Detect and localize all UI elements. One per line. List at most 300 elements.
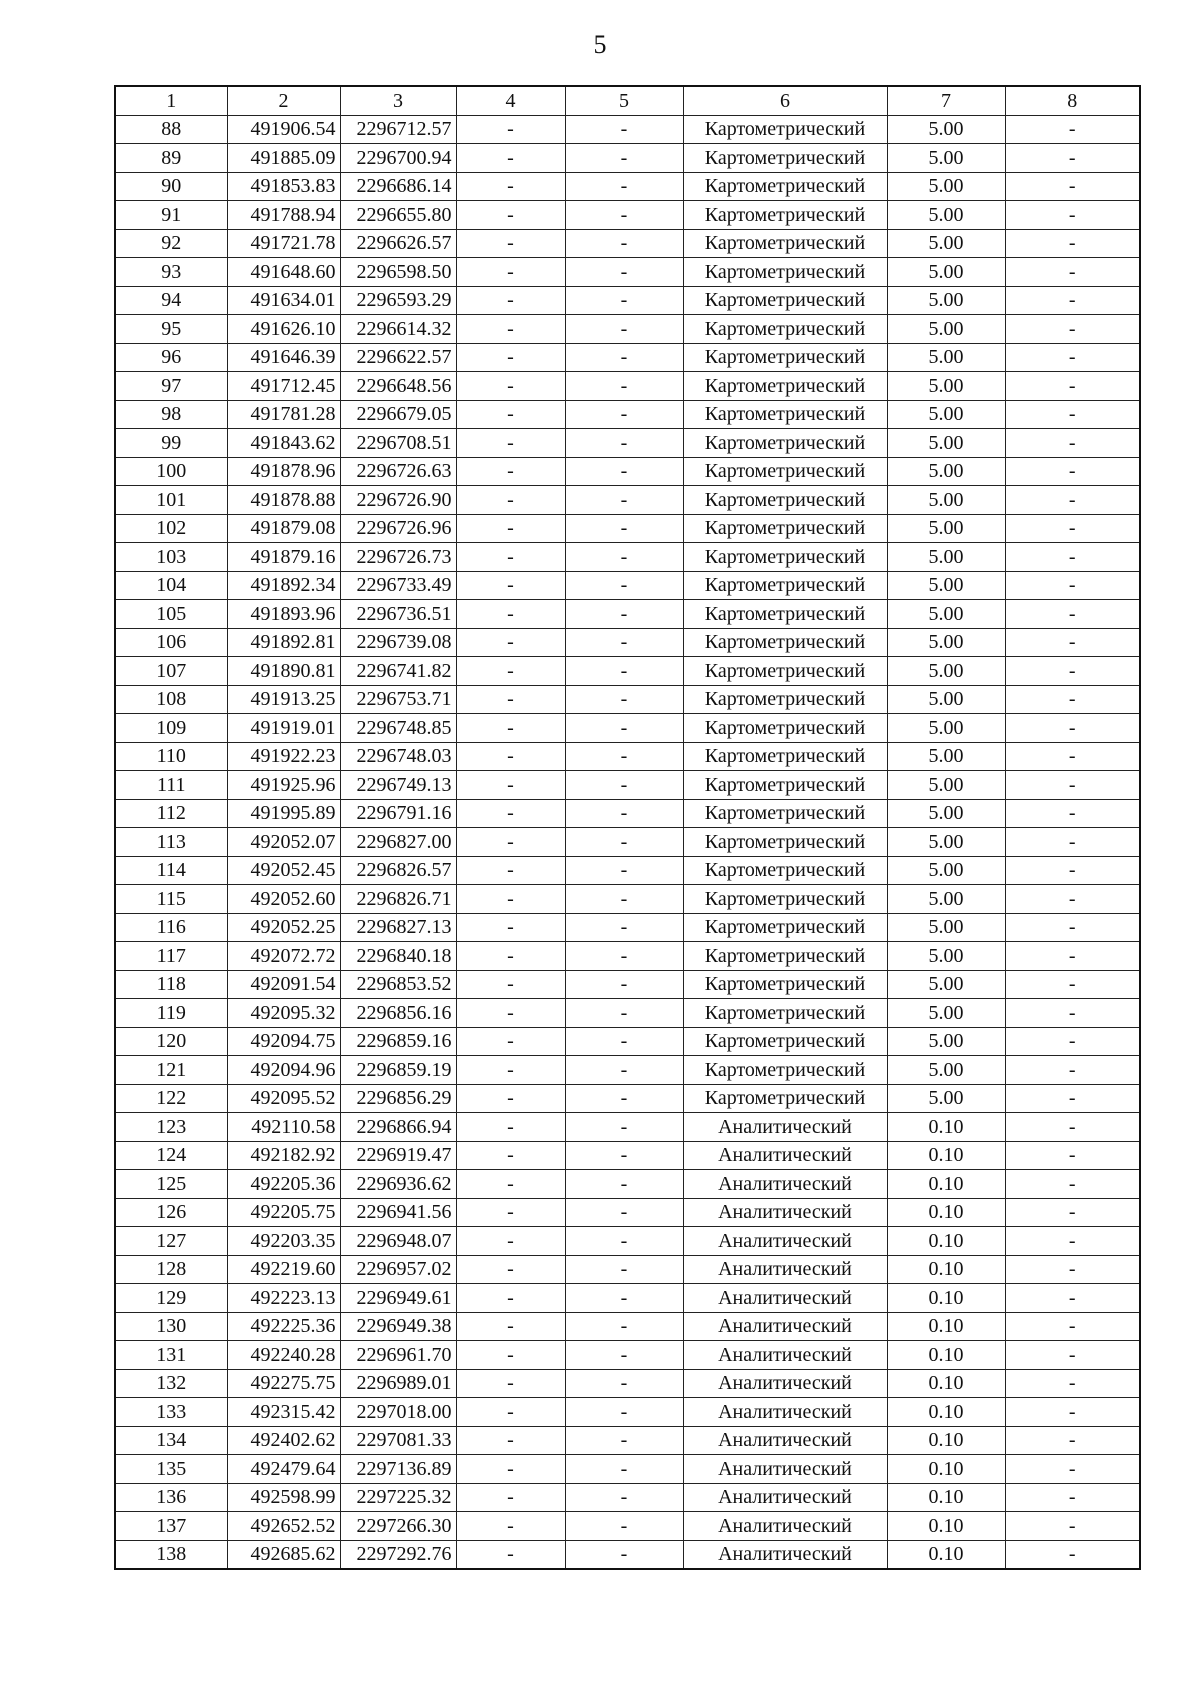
- method-cell: Картометрический: [683, 600, 887, 629]
- col-4-cell: -: [456, 600, 565, 629]
- col-8-cell: -: [1005, 315, 1140, 344]
- table-row: [115, 856, 1140, 885]
- col-5-cell: -: [565, 315, 683, 344]
- accuracy-cell: 5.00: [887, 970, 1005, 999]
- method-cell: Картометрический: [683, 771, 887, 800]
- accuracy-cell: 0.10: [887, 1455, 1005, 1484]
- point-number-cell: 115: [115, 885, 227, 914]
- accuracy-cell: 5.00: [887, 856, 1005, 885]
- coord-x-cell: 491878.88: [227, 486, 340, 515]
- method-cell: Картометрический: [683, 742, 887, 771]
- point-number-cell: 136: [115, 1483, 227, 1512]
- col-5-cell: -: [565, 913, 683, 942]
- table-row: [115, 429, 1140, 458]
- accuracy-cell: 0.10: [887, 1284, 1005, 1313]
- method-cell: Аналитический: [683, 1483, 887, 1512]
- point-number-cell: 131: [115, 1341, 227, 1370]
- method-cell: Картометрический: [683, 999, 887, 1028]
- method-cell: Картометрический: [683, 115, 887, 144]
- table-row: [115, 771, 1140, 800]
- col-5-cell: -: [565, 828, 683, 857]
- col-4-cell: -: [456, 1483, 565, 1512]
- method-cell: Картометрический: [683, 343, 887, 372]
- col-8-cell: -: [1005, 1455, 1140, 1484]
- coord-x-cell: 491648.60: [227, 258, 340, 287]
- col-4-cell: -: [456, 1540, 565, 1569]
- method-cell: Картометрический: [683, 799, 887, 828]
- coord-x-cell: 492203.35: [227, 1227, 340, 1256]
- coord-x-cell: 492479.64: [227, 1455, 340, 1484]
- coord-x-cell: 492072.72: [227, 942, 340, 971]
- coord-y-cell: 2296826.57: [340, 856, 456, 885]
- col-4-cell: -: [456, 429, 565, 458]
- point-number-cell: 102: [115, 514, 227, 543]
- col-5-cell: -: [565, 429, 683, 458]
- table-row: [115, 1455, 1140, 1484]
- coord-x-cell: 491922.23: [227, 742, 340, 771]
- table-row: [115, 1312, 1140, 1341]
- col-4-cell: -: [456, 657, 565, 686]
- coord-y-cell: 2296856.29: [340, 1084, 456, 1113]
- col-4-cell: -: [456, 1284, 565, 1313]
- point-number-cell: 109: [115, 714, 227, 743]
- method-cell: Картометрический: [683, 400, 887, 429]
- coord-x-cell: 491878.96: [227, 457, 340, 486]
- col-4-cell: -: [456, 400, 565, 429]
- coord-y-cell: 2296866.94: [340, 1113, 456, 1142]
- column-header-3: 3: [340, 86, 456, 115]
- col-8-cell: -: [1005, 828, 1140, 857]
- coord-y-cell: 2296941.56: [340, 1198, 456, 1227]
- col-4-cell: -: [456, 372, 565, 401]
- col-5-cell: -: [565, 970, 683, 999]
- col-5-cell: -: [565, 229, 683, 258]
- point-number-cell: 122: [115, 1084, 227, 1113]
- method-cell: Картометрический: [683, 229, 887, 258]
- col-4-cell: -: [456, 742, 565, 771]
- column-header-4: 4: [456, 86, 565, 115]
- col-5-cell: -: [565, 799, 683, 828]
- coord-x-cell: 492094.96: [227, 1056, 340, 1085]
- col-8-cell: -: [1005, 1512, 1140, 1541]
- coord-y-cell: 2296593.29: [340, 286, 456, 315]
- coord-y-cell: 2296726.63: [340, 457, 456, 486]
- point-number-cell: 88: [115, 115, 227, 144]
- coord-y-cell: 2296859.19: [340, 1056, 456, 1085]
- col-8-cell: -: [1005, 714, 1140, 743]
- coord-x-cell: 492315.42: [227, 1398, 340, 1427]
- col-5-cell: -: [565, 771, 683, 800]
- col-8-cell: -: [1005, 856, 1140, 885]
- method-cell: Аналитический: [683, 1113, 887, 1142]
- accuracy-cell: 5.00: [887, 1084, 1005, 1113]
- col-4-cell: -: [456, 970, 565, 999]
- col-4-cell: -: [456, 457, 565, 486]
- table-row: [115, 742, 1140, 771]
- col-5-cell: -: [565, 457, 683, 486]
- table-row: [115, 258, 1140, 287]
- accuracy-cell: 0.10: [887, 1512, 1005, 1541]
- method-cell: Картометрический: [683, 1056, 887, 1085]
- table-row: [115, 1398, 1140, 1427]
- accuracy-cell: 5.00: [887, 514, 1005, 543]
- col-5-cell: -: [565, 1198, 683, 1227]
- accuracy-cell: 5.00: [887, 543, 1005, 572]
- column-header-5: 5: [565, 86, 683, 115]
- col-8-cell: -: [1005, 372, 1140, 401]
- coord-y-cell: 2297266.30: [340, 1512, 456, 1541]
- col-4-cell: -: [456, 999, 565, 1028]
- table-row: [115, 1141, 1140, 1170]
- col-8-cell: -: [1005, 457, 1140, 486]
- point-number-cell: 107: [115, 657, 227, 686]
- col-8-cell: -: [1005, 1540, 1140, 1569]
- table-row: [115, 229, 1140, 258]
- col-8-cell: -: [1005, 1056, 1140, 1085]
- col-8-cell: -: [1005, 799, 1140, 828]
- point-number-cell: 96: [115, 343, 227, 372]
- col-4-cell: -: [456, 1312, 565, 1341]
- coord-y-cell: 2296726.73: [340, 543, 456, 572]
- point-number-cell: 125: [115, 1170, 227, 1199]
- col-4-cell: -: [456, 229, 565, 258]
- column-header-1: 1: [115, 86, 227, 115]
- method-cell: Картометрический: [683, 372, 887, 401]
- coord-y-cell: 2297292.76: [340, 1540, 456, 1569]
- point-number-cell: 138: [115, 1540, 227, 1569]
- col-4-cell: -: [456, 942, 565, 971]
- method-cell: Картометрический: [683, 970, 887, 999]
- table-row: [115, 600, 1140, 629]
- table-row: [115, 685, 1140, 714]
- col-8-cell: -: [1005, 258, 1140, 287]
- header-row: [115, 86, 1140, 115]
- coord-x-cell: 492240.28: [227, 1341, 340, 1370]
- method-cell: Картометрический: [683, 429, 887, 458]
- point-number-cell: 121: [115, 1056, 227, 1085]
- coord-x-cell: 491919.01: [227, 714, 340, 743]
- point-number-cell: 134: [115, 1426, 227, 1455]
- point-number-cell: 133: [115, 1398, 227, 1427]
- coord-x-cell: 491879.16: [227, 543, 340, 572]
- col-4-cell: -: [456, 1255, 565, 1284]
- col-4-cell: -: [456, 144, 565, 173]
- coord-y-cell: 2296726.96: [340, 514, 456, 543]
- accuracy-cell: 5.00: [887, 343, 1005, 372]
- coord-y-cell: 2296748.85: [340, 714, 456, 743]
- accuracy-cell: 5.00: [887, 115, 1005, 144]
- col-8-cell: -: [1005, 543, 1140, 572]
- accuracy-cell: 5.00: [887, 942, 1005, 971]
- accuracy-cell: 5.00: [887, 771, 1005, 800]
- col-8-cell: -: [1005, 229, 1140, 258]
- col-4-cell: -: [456, 771, 565, 800]
- col-4-cell: -: [456, 856, 565, 885]
- col-5-cell: -: [565, 999, 683, 1028]
- coord-y-cell: 2296936.62: [340, 1170, 456, 1199]
- method-cell: Картометрический: [683, 457, 887, 486]
- accuracy-cell: 5.00: [887, 486, 1005, 515]
- point-number-cell: 117: [115, 942, 227, 971]
- table-row: [115, 1170, 1140, 1199]
- method-cell: Аналитический: [683, 1141, 887, 1170]
- col-5-cell: -: [565, 600, 683, 629]
- point-number-cell: 123: [115, 1113, 227, 1142]
- col-8-cell: -: [1005, 1255, 1140, 1284]
- coord-x-cell: 491925.96: [227, 771, 340, 800]
- col-5-cell: -: [565, 1255, 683, 1284]
- coord-y-cell: 2296748.03: [340, 742, 456, 771]
- table-row: [115, 1198, 1140, 1227]
- method-cell: Картометрический: [683, 942, 887, 971]
- point-number-cell: 111: [115, 771, 227, 800]
- accuracy-cell: 5.00: [887, 229, 1005, 258]
- table-row: [115, 1027, 1140, 1056]
- coord-y-cell: 2296856.16: [340, 999, 456, 1028]
- accuracy-cell: 0.10: [887, 1312, 1005, 1341]
- coord-x-cell: 491879.08: [227, 514, 340, 543]
- point-number-cell: 99: [115, 429, 227, 458]
- col-8-cell: -: [1005, 514, 1140, 543]
- point-number-cell: 105: [115, 600, 227, 629]
- col-5-cell: -: [565, 372, 683, 401]
- table-row: [115, 913, 1140, 942]
- table-row: [115, 999, 1140, 1028]
- col-5-cell: -: [565, 144, 683, 173]
- table-row: [115, 543, 1140, 572]
- table-row: [115, 714, 1140, 743]
- col-8-cell: -: [1005, 1113, 1140, 1142]
- method-cell: Аналитический: [683, 1198, 887, 1227]
- accuracy-cell: 5.00: [887, 913, 1005, 942]
- col-5-cell: -: [565, 856, 683, 885]
- point-number-cell: 103: [115, 543, 227, 572]
- coord-y-cell: 2296859.16: [340, 1027, 456, 1056]
- coord-y-cell: 2296626.57: [340, 229, 456, 258]
- table-row: [115, 1084, 1140, 1113]
- coord-x-cell: 491646.39: [227, 343, 340, 372]
- accuracy-cell: 5.00: [887, 457, 1005, 486]
- point-number-cell: 112: [115, 799, 227, 828]
- col-5-cell: -: [565, 1512, 683, 1541]
- col-4-cell: -: [456, 1455, 565, 1484]
- col-5-cell: -: [565, 343, 683, 372]
- accuracy-cell: 5.00: [887, 201, 1005, 230]
- coord-x-cell: 491892.81: [227, 628, 340, 657]
- col-8-cell: -: [1005, 885, 1140, 914]
- accuracy-cell: 0.10: [887, 1369, 1005, 1398]
- coord-x-cell: 492205.75: [227, 1198, 340, 1227]
- method-cell: Аналитический: [683, 1540, 887, 1569]
- point-number-cell: 98: [115, 400, 227, 429]
- accuracy-cell: 5.00: [887, 400, 1005, 429]
- table-row: [115, 400, 1140, 429]
- table-row: [115, 1113, 1140, 1142]
- table-row: [115, 144, 1140, 173]
- col-8-cell: -: [1005, 1227, 1140, 1256]
- method-cell: Картометрический: [683, 657, 887, 686]
- method-cell: Картометрический: [683, 315, 887, 344]
- col-5-cell: -: [565, 714, 683, 743]
- coord-x-cell: 492275.75: [227, 1369, 340, 1398]
- col-8-cell: -: [1005, 144, 1140, 173]
- point-number-cell: 93: [115, 258, 227, 287]
- point-number-cell: 128: [115, 1255, 227, 1284]
- table-row: [115, 970, 1140, 999]
- coord-x-cell: 492225.36: [227, 1312, 340, 1341]
- col-5-cell: -: [565, 942, 683, 971]
- table-row: [115, 799, 1140, 828]
- col-5-cell: -: [565, 1141, 683, 1170]
- col-8-cell: -: [1005, 1369, 1140, 1398]
- col-4-cell: -: [456, 1512, 565, 1541]
- table-row: [115, 286, 1140, 315]
- table-row: [115, 372, 1140, 401]
- accuracy-cell: 5.00: [887, 714, 1005, 743]
- point-number-cell: 101: [115, 486, 227, 515]
- col-4-cell: -: [456, 486, 565, 515]
- col-5-cell: -: [565, 1341, 683, 1370]
- col-8-cell: -: [1005, 1027, 1140, 1056]
- coord-y-cell: 2296791.16: [340, 799, 456, 828]
- col-5-cell: -: [565, 657, 683, 686]
- point-number-cell: 110: [115, 742, 227, 771]
- col-8-cell: -: [1005, 286, 1140, 315]
- col-5-cell: -: [565, 1027, 683, 1056]
- method-cell: Картометрический: [683, 571, 887, 600]
- coord-y-cell: 2296827.13: [340, 913, 456, 942]
- column-header-8: 8: [1005, 86, 1140, 115]
- col-4-cell: -: [456, 913, 565, 942]
- point-number-cell: 108: [115, 685, 227, 714]
- method-cell: Картометрический: [683, 714, 887, 743]
- method-cell: Аналитический: [683, 1369, 887, 1398]
- method-cell: Картометрический: [683, 885, 887, 914]
- accuracy-cell: 0.10: [887, 1198, 1005, 1227]
- col-5-cell: -: [565, 1170, 683, 1199]
- point-number-cell: 127: [115, 1227, 227, 1256]
- col-4-cell: -: [456, 543, 565, 572]
- coord-x-cell: 491913.25: [227, 685, 340, 714]
- table-row: [115, 486, 1140, 515]
- point-number-cell: 97: [115, 372, 227, 401]
- accuracy-cell: 5.00: [887, 600, 1005, 629]
- col-4-cell: -: [456, 286, 565, 315]
- col-4-cell: -: [456, 571, 565, 600]
- coord-x-cell: 492095.32: [227, 999, 340, 1028]
- coord-x-cell: 492095.52: [227, 1084, 340, 1113]
- accuracy-cell: 0.10: [887, 1170, 1005, 1199]
- coord-y-cell: 2296949.61: [340, 1284, 456, 1313]
- col-5-cell: -: [565, 1455, 683, 1484]
- table-row: [115, 115, 1140, 144]
- table-row: [115, 628, 1140, 657]
- coord-y-cell: 2296853.52: [340, 970, 456, 999]
- col-5-cell: -: [565, 885, 683, 914]
- accuracy-cell: 5.00: [887, 1027, 1005, 1056]
- col-5-cell: -: [565, 514, 683, 543]
- coord-x-cell: 492182.92: [227, 1141, 340, 1170]
- table-row: [115, 1255, 1140, 1284]
- accuracy-cell: 5.00: [887, 172, 1005, 201]
- accuracy-cell: 0.10: [887, 1426, 1005, 1455]
- col-5-cell: -: [565, 1540, 683, 1569]
- table-row: [115, 942, 1140, 971]
- col-5-cell: -: [565, 1056, 683, 1085]
- table-row: [115, 172, 1140, 201]
- col-4-cell: -: [456, 685, 565, 714]
- col-5-cell: -: [565, 258, 683, 287]
- coord-x-cell: 491781.28: [227, 400, 340, 429]
- table-row: [115, 1512, 1140, 1541]
- col-5-cell: -: [565, 1426, 683, 1455]
- col-8-cell: -: [1005, 1170, 1140, 1199]
- table-row: [115, 1426, 1140, 1455]
- coord-y-cell: 2296598.50: [340, 258, 456, 287]
- coord-x-cell: 491995.89: [227, 799, 340, 828]
- coord-y-cell: 2296753.71: [340, 685, 456, 714]
- coord-y-cell: 2296712.57: [340, 115, 456, 144]
- col-4-cell: -: [456, 1141, 565, 1170]
- table-row: [115, 1284, 1140, 1313]
- accuracy-cell: 0.10: [887, 1483, 1005, 1512]
- col-4-cell: -: [456, 1227, 565, 1256]
- col-4-cell: -: [456, 1341, 565, 1370]
- table-row: [115, 1056, 1140, 1085]
- col-8-cell: -: [1005, 1312, 1140, 1341]
- accuracy-cell: 5.00: [887, 571, 1005, 600]
- col-8-cell: -: [1005, 429, 1140, 458]
- accuracy-cell: 5.00: [887, 828, 1005, 857]
- col-8-cell: -: [1005, 343, 1140, 372]
- coord-y-cell: 2296989.01: [340, 1369, 456, 1398]
- method-cell: Аналитический: [683, 1227, 887, 1256]
- accuracy-cell: 0.10: [887, 1113, 1005, 1142]
- coord-x-cell: 491906.54: [227, 115, 340, 144]
- coord-x-cell: 491712.45: [227, 372, 340, 401]
- method-cell: Аналитический: [683, 1426, 887, 1455]
- col-8-cell: -: [1005, 115, 1140, 144]
- method-cell: Картометрический: [683, 258, 887, 287]
- accuracy-cell: 5.00: [887, 429, 1005, 458]
- accuracy-cell: 5.00: [887, 1056, 1005, 1085]
- col-8-cell: -: [1005, 600, 1140, 629]
- accuracy-cell: 5.00: [887, 372, 1005, 401]
- col-8-cell: -: [1005, 1284, 1140, 1313]
- accuracy-cell: 0.10: [887, 1227, 1005, 1256]
- col-4-cell: -: [456, 172, 565, 201]
- coord-y-cell: 2296736.51: [340, 600, 456, 629]
- col-4-cell: -: [456, 628, 565, 657]
- col-5-cell: -: [565, 543, 683, 572]
- coord-x-cell: 492052.07: [227, 828, 340, 857]
- coord-y-cell: 2296739.08: [340, 628, 456, 657]
- col-5-cell: -: [565, 1483, 683, 1512]
- col-5-cell: -: [565, 1398, 683, 1427]
- coord-x-cell: 492223.13: [227, 1284, 340, 1313]
- point-number-cell: 104: [115, 571, 227, 600]
- method-cell: Картометрический: [683, 856, 887, 885]
- table-row: [115, 201, 1140, 230]
- method-cell: Аналитический: [683, 1341, 887, 1370]
- col-4-cell: -: [456, 1113, 565, 1142]
- coord-x-cell: 492052.45: [227, 856, 340, 885]
- coord-y-cell: 2297018.00: [340, 1398, 456, 1427]
- col-4-cell: -: [456, 315, 565, 344]
- coord-y-cell: 2296614.32: [340, 315, 456, 344]
- point-number-cell: 100: [115, 457, 227, 486]
- coord-y-cell: 2296826.71: [340, 885, 456, 914]
